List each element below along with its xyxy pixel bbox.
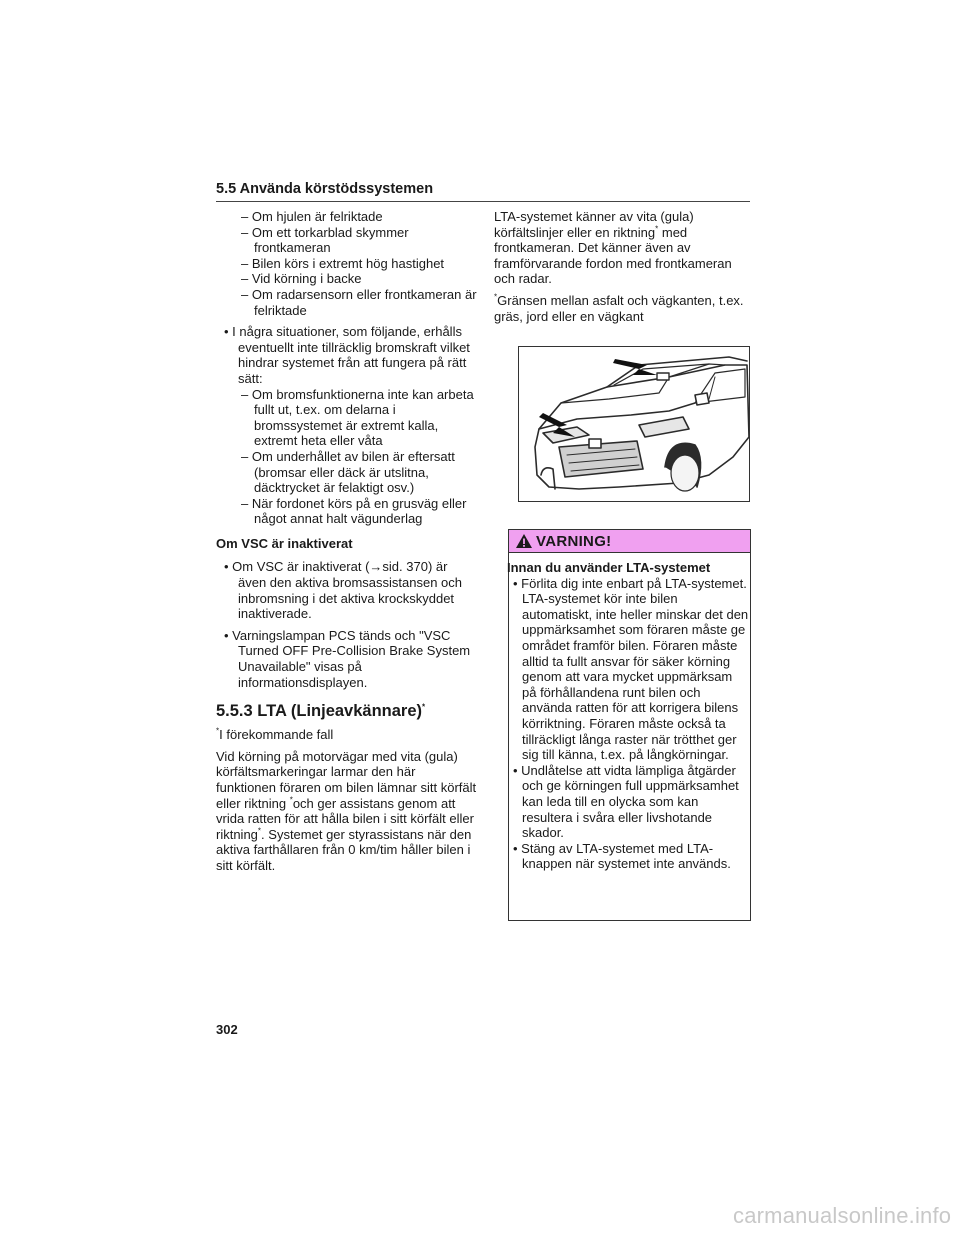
warning-body xyxy=(507,560,750,872)
list-item: – Bilen körs i extremt hög hastighet xyxy=(241,255,445,271)
watermark: carmanualsonline.info xyxy=(733,1203,952,1228)
car-illustration xyxy=(518,346,750,502)
warning-triangle-icon xyxy=(515,533,533,549)
suv-front-camera-radar-icon xyxy=(519,347,750,502)
right-column xyxy=(494,209,751,324)
warning-title: VARNING! xyxy=(536,532,612,550)
list-item: – Om radarsensorn eller frontkameran är felriktade xyxy=(241,286,477,318)
warning-bullet: • Undlåtelse att vidta lämpliga åtgärder och ge körningen full uppmärksamhet kan leda till en olycka som kan resultera i svåra eller livshotande skador. xyxy=(513,762,739,841)
list-item: – Om underhållet av bilen är eftersatt (bromsar eller däck är utslitna, däcktrycket är felaktigt osv.) xyxy=(241,448,455,496)
list-item: – Om ett torkarblad skymmer frontkameran xyxy=(241,224,409,256)
section-header: 5.5 Använda körstödssystemen xyxy=(216,180,750,202)
lta-heading: 5.5.3 LTA (Linjeavkännare)* xyxy=(216,702,426,721)
left-column xyxy=(216,209,478,874)
warning-box xyxy=(508,529,751,921)
bullet-item: • Om VSC är inaktiverat (→sid. 370) är även den aktiva bromsassistansen och inbromsning i det aktiva krockskyddet inaktiverade. xyxy=(224,559,463,622)
list-item: – Om bromsfunktionerna inte kan arbeta fullt ut, t.ex. om delarna i bromssystemet är extremt kalla, extremt heta eller våta xyxy=(241,386,474,449)
bullet-item: • I några situationer, som följande, erhålls eventuellt inte tillräcklig bromskraft vilket hindrar systemet från att fungera på rätt sätt: xyxy=(224,324,470,386)
list-item: – När fordonet körs på en grusväg eller något annat halt vägunderlag xyxy=(241,495,467,527)
vsc-heading: Om VSC är inaktiverat xyxy=(216,535,353,551)
warning-header xyxy=(509,530,750,553)
list-item: – Vid körning i backe xyxy=(241,271,362,287)
warning-bullet: • Förlita dig inte enbart på LTA-systemet. LTA-systemet kör inte bilen automatiskt, inte heller minskar det den uppmärksamhet som föraren måste ge området framför bilen. Föraren måste alltid ta fullt ansvar för säker körning genom att vara mycket uppmärksam på förhållandena runt bilen och använda ratten för att korrigera bilens körriktning. Föraren måste också ta tillräckligt långa raster när trötthet ger sig till känna, t.ex. på långkörningar. xyxy=(513,575,749,763)
intro-paragraph: LTA-systemet känner av vita (gula) körfältslinjer eller en riktning* med frontkameran. Det känner även av framförvarande fordon med frontkameran och radar. xyxy=(494,209,732,287)
warning-subheading: Innan du använder LTA-systemet xyxy=(507,560,711,575)
lta-paragraph: Vid körning på motorvägar med vita (gula) körfältsmarkeringar larmar den här funktionen föraren om bilen lämnar sitt körfält eller riktning *och ger assistans genom att vrida ratten för att hålla bilen i sitt körfält eller riktning*. Systemet ger styrassistans när den aktiva farthållaren från 0 km/tim håller bilen i sitt körfält. xyxy=(216,748,477,873)
bullet-item: • Varningslampan PCS tänds och "VSC Turned OFF Pre-Collision Brake System Unavailable" visas på informationsdisplayen. xyxy=(224,627,471,690)
list-item: – Om hjulen är felriktade xyxy=(241,209,383,224)
footnote: *Gränsen mellan asfalt och vägkanten, t.ex. gräs, jord eller en vägkant xyxy=(494,292,744,324)
page-number: 302 xyxy=(216,1022,238,1037)
footnote: *I förekommande fall xyxy=(216,726,334,743)
warning-bullet: • Stäng av LTA-systemet med LTA-knappen när systemet inte används. xyxy=(513,840,731,872)
